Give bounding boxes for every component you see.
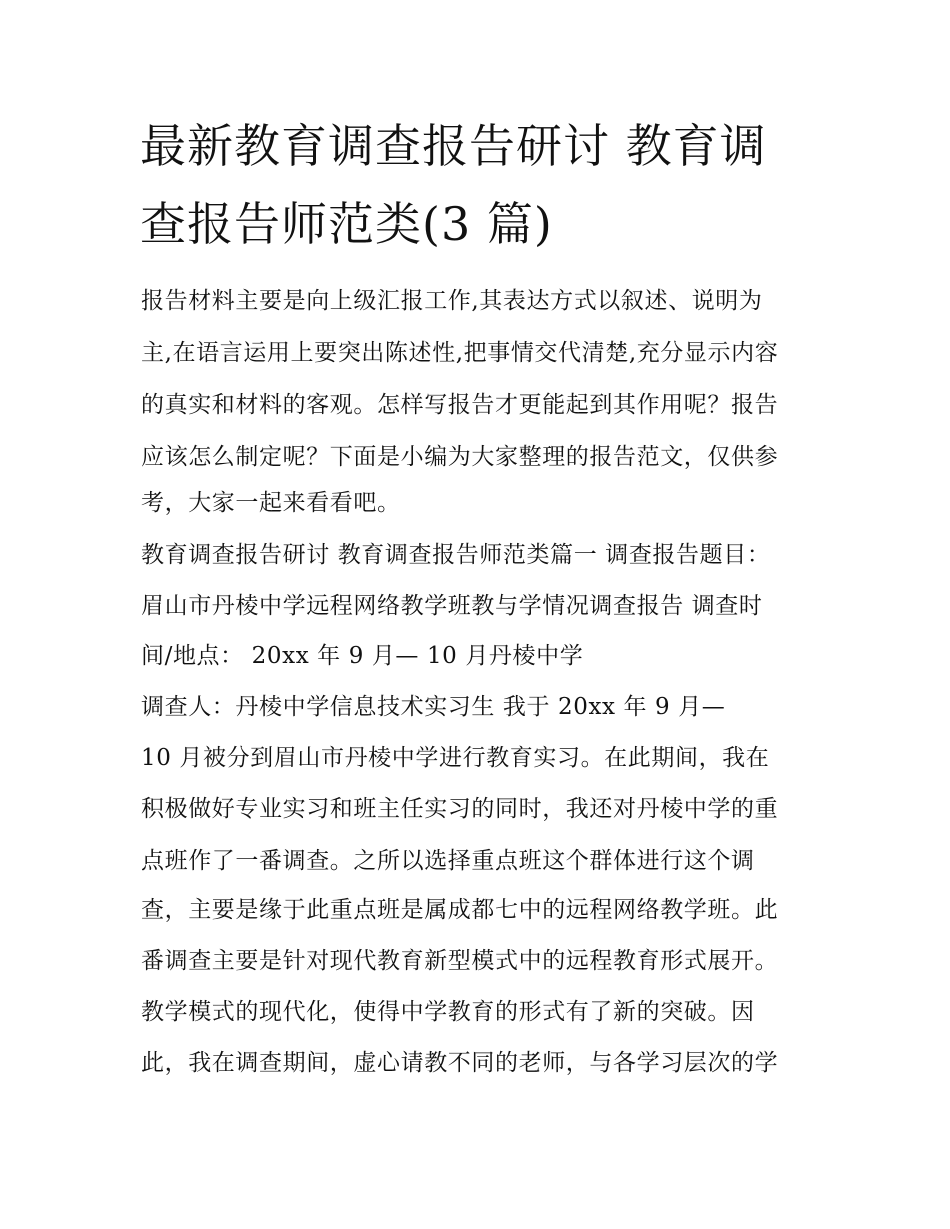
document-title-line-1: 最新教育调查报告研讨 教育调 <box>140 119 767 173</box>
paragraph-line-16: 此，我在调查期间，虚心请教不同的老师，与各学习层次的学 <box>141 1050 779 1076</box>
paragraph-line-12: 点班作了一番调查。之所以选择重点班这个群体进行这个调 <box>141 848 755 874</box>
paragraph-line-10: 10 月被分到眉山市丹棱中学进行教育实习。在此期间，我在 <box>141 745 770 771</box>
paragraph-line-3: 的真实和材料的客观。怎样写报告才更能起到其作用呢？报告 <box>141 392 779 418</box>
paragraph-line-13: 查，主要是缘于此重点班是属成都七中的远程网络教学班。此 <box>141 897 779 923</box>
paragraph-line-9: 调查人：丹棱中学信息技术实习生 我于 20xx 年 9 月— <box>141 694 726 720</box>
paragraph-line-14: 番调查主要是针对现代教育新型模式中的远程教育形式展开。 <box>141 948 779 974</box>
paragraph-line-15: 教学模式的现代化，使得中学教育的形式有了新的突破。因 <box>141 999 755 1025</box>
paragraph-line-11: 积极做好专业实习和班主任实习的同时，我还对丹棱中学的重 <box>141 796 779 822</box>
paragraph-line-1: 报告材料主要是向上级汇报工作,其表达方式以叙述、说明为 <box>141 288 763 314</box>
paragraph-line-6: 教育调查报告研讨 教育调查报告师范类篇一 调查报告题目： <box>141 542 771 568</box>
document-title-line-2: 查报告师范类(3 篇) <box>140 197 553 251</box>
paragraph-line-2: 主,在语言运用上要突出陈述性,把事情交代清楚,充分显示内容 <box>141 340 779 366</box>
paragraph-line-4: 应该怎么制定呢？下面是小编为大家整理的报告范文，仅供参 <box>141 444 779 470</box>
paragraph-line-5: 考，大家一起来看看吧。 <box>141 490 401 516</box>
paragraph-line-7: 眉山市丹棱中学远程网络教学班教与学情况调查报告 调查时 <box>141 593 763 619</box>
paragraph-line-8: 间/地点： 20xx 年 9 月— 10 月丹棱中学 <box>141 643 584 669</box>
